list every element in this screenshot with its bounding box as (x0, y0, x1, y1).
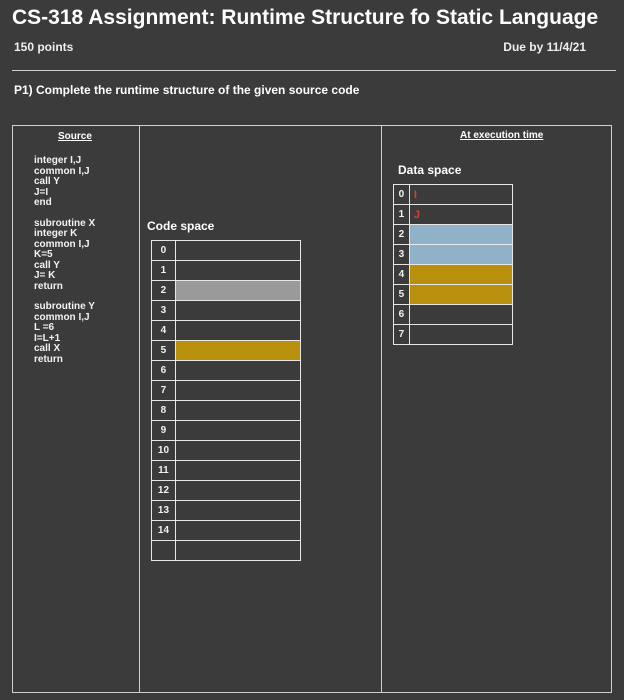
cell-index (152, 541, 176, 561)
code-space-row (152, 501, 301, 521)
code-space-row (152, 401, 301, 421)
data-space-row (394, 225, 513, 245)
source-line: call X (34, 343, 61, 354)
cell-index: 2 (152, 281, 176, 301)
cell-index: 11 (152, 461, 176, 481)
code-space-row (152, 441, 301, 461)
cell-value[interactable] (175, 301, 300, 321)
cell-index: 7 (152, 381, 176, 401)
source-line: K=5 (34, 249, 53, 260)
data-space-row (394, 265, 513, 285)
problem-prompt: P1) Complete the runtime structure of the given source code (14, 83, 360, 97)
cell-value[interactable] (175, 341, 300, 361)
cell-value[interactable] (409, 265, 512, 285)
data-space-title: Data space (398, 163, 462, 177)
source-line: integer I,J (34, 155, 82, 166)
cell-value[interactable] (175, 381, 300, 401)
cell-index: 5 (394, 285, 410, 305)
source-line: end (34, 197, 52, 208)
code-space-row (152, 361, 301, 381)
worksheet-frame (12, 125, 612, 693)
source-line: subroutine Y (34, 301, 95, 312)
column-divider-source (139, 125, 140, 693)
header-divider (12, 70, 616, 71)
source-line: return (34, 280, 63, 292)
cell-value[interactable] (409, 285, 512, 305)
cell-index: 13 (152, 501, 176, 521)
cell-index: 6 (152, 361, 176, 381)
cell-index: 6 (394, 305, 410, 325)
source-line: call Y (34, 176, 60, 187)
cell-index: 1 (394, 205, 410, 225)
cell-index: 3 (152, 301, 176, 321)
code-space-row (152, 521, 301, 541)
source-line: subroutine X (34, 217, 96, 229)
cell-index: 14 (152, 521, 176, 541)
cell-value[interactable] (175, 541, 300, 561)
data-space-row (394, 285, 513, 305)
cell-value[interactable] (175, 461, 300, 481)
source-line: call Y (34, 259, 60, 271)
cell-index: 12 (152, 481, 176, 501)
cell-value[interactable]: I (409, 185, 512, 205)
cell-index: 0 (394, 185, 410, 205)
cell-value[interactable] (175, 261, 300, 281)
points-label: 150 points (14, 40, 74, 54)
cell-value[interactable] (175, 421, 300, 441)
source-line: L =6 (34, 322, 55, 333)
code-space-row (152, 381, 301, 401)
code-space-row (152, 321, 301, 341)
code-space-row (152, 241, 301, 261)
source-heading: Source (58, 131, 92, 142)
cell-index: 2 (394, 225, 410, 245)
data-space-row (394, 305, 513, 325)
column-divider-execution (381, 125, 382, 693)
source-line: common I,J (34, 238, 90, 250)
cell-index: 5 (152, 341, 176, 361)
code-space-row (152, 421, 301, 441)
code-space-row (152, 541, 301, 561)
cell-index: 4 (152, 321, 176, 341)
data-space-row (394, 205, 513, 225)
data-space-row (394, 245, 513, 265)
cell-value[interactable] (175, 441, 300, 461)
code-space-table (151, 240, 301, 561)
cell-value[interactable] (175, 241, 300, 261)
code-space-row (152, 261, 301, 281)
cell-index: 3 (394, 245, 410, 265)
code-space-title: Code space (147, 219, 215, 233)
code-space-row (152, 281, 301, 301)
code-space-row (152, 301, 301, 321)
source-line: return (34, 353, 63, 365)
source-code (34, 156, 95, 365)
code-space-row (152, 341, 301, 361)
execution-heading: At execution time (460, 130, 544, 141)
cell-value[interactable] (175, 321, 300, 341)
cell-value[interactable] (175, 481, 300, 501)
data-space-table (393, 184, 513, 345)
assignment-title: CS-318 Assignment: Runtime Structure fo Static Language (12, 6, 599, 29)
cell-index: 7 (394, 325, 410, 345)
cell-value[interactable]: J (409, 205, 512, 225)
source-line: common I,J (34, 165, 90, 177)
cell-index: 1 (152, 261, 176, 281)
source-line: J=I (34, 186, 49, 198)
cell-index: 9 (152, 421, 176, 441)
code-space-row (152, 461, 301, 481)
cell-value[interactable] (409, 305, 512, 325)
cell-value[interactable] (409, 325, 512, 345)
cell-index: 10 (152, 441, 176, 461)
data-space-row (394, 325, 513, 345)
cell-value[interactable] (175, 281, 300, 301)
data-space-row (394, 185, 513, 205)
source-line: integer K (34, 228, 78, 239)
cell-value[interactable] (175, 361, 300, 381)
cell-value[interactable] (409, 245, 512, 265)
cell-value[interactable] (175, 501, 300, 521)
cell-index: 8 (152, 401, 176, 421)
cell-index: 0 (152, 241, 176, 261)
source-line: J= K (34, 270, 56, 281)
source-line: I=L+1 (34, 332, 61, 344)
cell-value[interactable] (175, 521, 300, 541)
cell-index: 4 (394, 265, 410, 285)
code-block-gap (34, 209, 95, 219)
code-space-row (152, 481, 301, 501)
cell-value[interactable] (175, 401, 300, 421)
source-line: common I,J (34, 311, 90, 323)
cell-value[interactable] (409, 225, 512, 245)
due-date: Due by 11/4/21 (503, 40, 586, 54)
